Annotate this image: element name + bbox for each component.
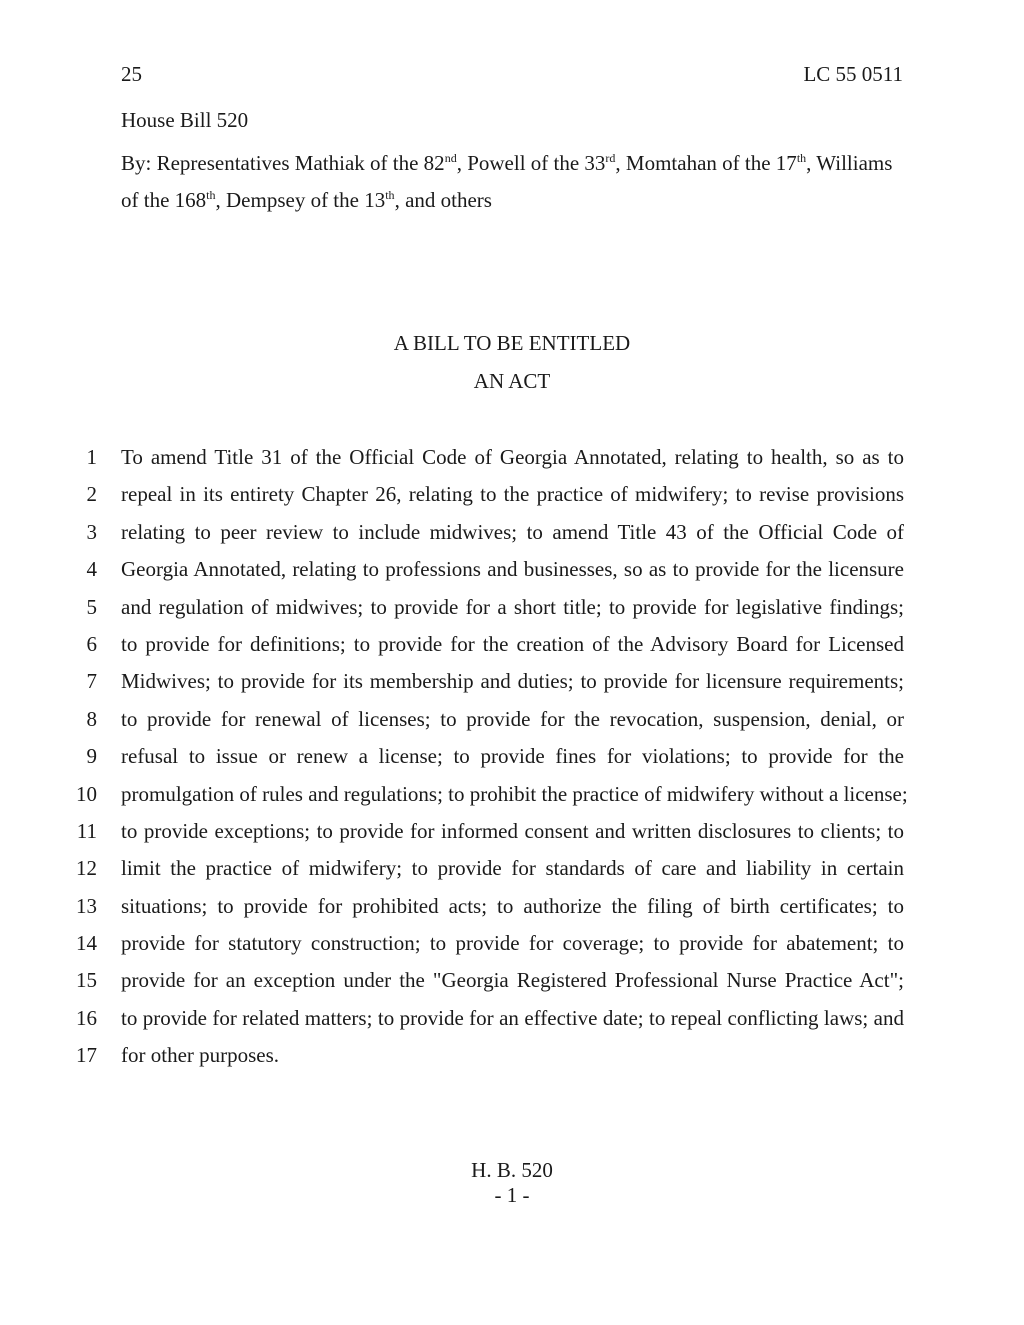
footer-bill-id: H. B. 520 — [471, 1158, 553, 1182]
line-number: 12 — [76, 856, 97, 881]
text-line — [0, 930, 1024, 967]
line-number: 5 — [86, 594, 97, 619]
line-text: provide for statutory construction; to provide for coverage; to provide for abatement; to — [121, 931, 904, 956]
bill-text — [0, 444, 1024, 1080]
line-text: relating to peer review to include midwives; to amend Title 43 of the Official Code of — [121, 519, 904, 544]
text-line — [0, 818, 1024, 855]
text-line — [0, 556, 1024, 593]
line-number: 17 — [76, 1043, 97, 1068]
line-number: 6 — [86, 631, 97, 656]
line-text: Midwives; to provide for its membership and duties; to provide for licensure requirements; — [121, 669, 904, 694]
bill-heading: A BILL TO BE ENTITLED — [393, 331, 631, 355]
text-line — [0, 893, 1024, 930]
line-number: 8 — [86, 706, 97, 731]
line-text: To amend Title 31 of the Official Code of Georgia Annotated, relating to health, so as to — [121, 445, 904, 469]
line-text: promulgation of rules and regulations; to prohibit the practice of midwifery without a license; — [121, 781, 908, 806]
line-number: 2 — [86, 482, 97, 507]
text-line — [0, 1042, 1024, 1079]
act-heading: AN ACT — [473, 369, 551, 393]
line-text: to provide for definitions; to provide for the creation of the Advisory Board for Licensed — [121, 631, 904, 656]
line-text: situations; to provide for prohibited acts; to authorize the filing of birth certificates; to — [121, 893, 904, 918]
line-text: and regulation of midwives; to provide for a short title; to provide for legislative findings; — [121, 594, 904, 619]
text-line — [0, 481, 1024, 518]
text-line — [0, 706, 1024, 743]
line-number: 7 — [86, 669, 97, 694]
text-line — [0, 631, 1024, 668]
text-line — [0, 781, 1024, 818]
line-number: 15 — [76, 968, 97, 993]
line-number: 9 — [86, 744, 97, 769]
text-line — [0, 1005, 1024, 1042]
line-number: 1 — [86, 445, 97, 469]
text-line — [0, 855, 1024, 892]
line-text: to provide exceptions; to provide for informed consent and written disclosures to clients; to — [121, 818, 904, 843]
bill-name: House Bill 520 — [121, 108, 249, 132]
line-text: provide for an exception under the "Georgia Registered Professional Nurse Practice Act"; — [121, 968, 904, 993]
line-number: 11 — [76, 818, 97, 843]
line-text: Georgia Annotated, relating to professions and businesses, so as to provide for the licensure — [121, 557, 904, 582]
line-number: 13 — [76, 893, 97, 918]
line-text: for other purposes. — [121, 1043, 280, 1068]
line-number: 10 — [76, 781, 97, 806]
page-number-top: 25 — [121, 62, 142, 86]
line-number: 16 — [76, 1005, 97, 1030]
line-number: 4 — [86, 557, 97, 582]
text-line — [0, 967, 1024, 1004]
text-line — [0, 743, 1024, 780]
text-line — [0, 668, 1024, 705]
line-text: to provide for renewal of licenses; to provide for the revocation, suspension, denial, or — [121, 706, 904, 731]
text-line — [0, 444, 1024, 481]
text-line — [0, 519, 1024, 556]
line-text: refusal to issue or renew a license; to provide fines for violations; to provide for the — [121, 744, 904, 769]
sponsors: By: Representatives Mathiak of the 82nd, Powell of the 33rd, Momtahan of the 17th, Williams of the 168th, Dempsey of the 13th, and others — [121, 151, 893, 212]
line-number: 14 — [76, 931, 97, 956]
lc-code: LC 55 0511 — [803, 62, 903, 86]
footer-page-number: - 1 - — [494, 1183, 530, 1207]
text-line — [0, 594, 1024, 631]
line-number: 3 — [86, 519, 97, 544]
line-text: to provide for related matters; to provide for an effective date; to repeal conflicting laws; and — [121, 1005, 904, 1030]
line-text: limit the practice of midwifery; to provide for standards of care and liability in certain — [121, 856, 904, 881]
line-text: repeal in its entirety Chapter 26, relating to the practice of midwifery; to revise provisions — [121, 482, 904, 507]
